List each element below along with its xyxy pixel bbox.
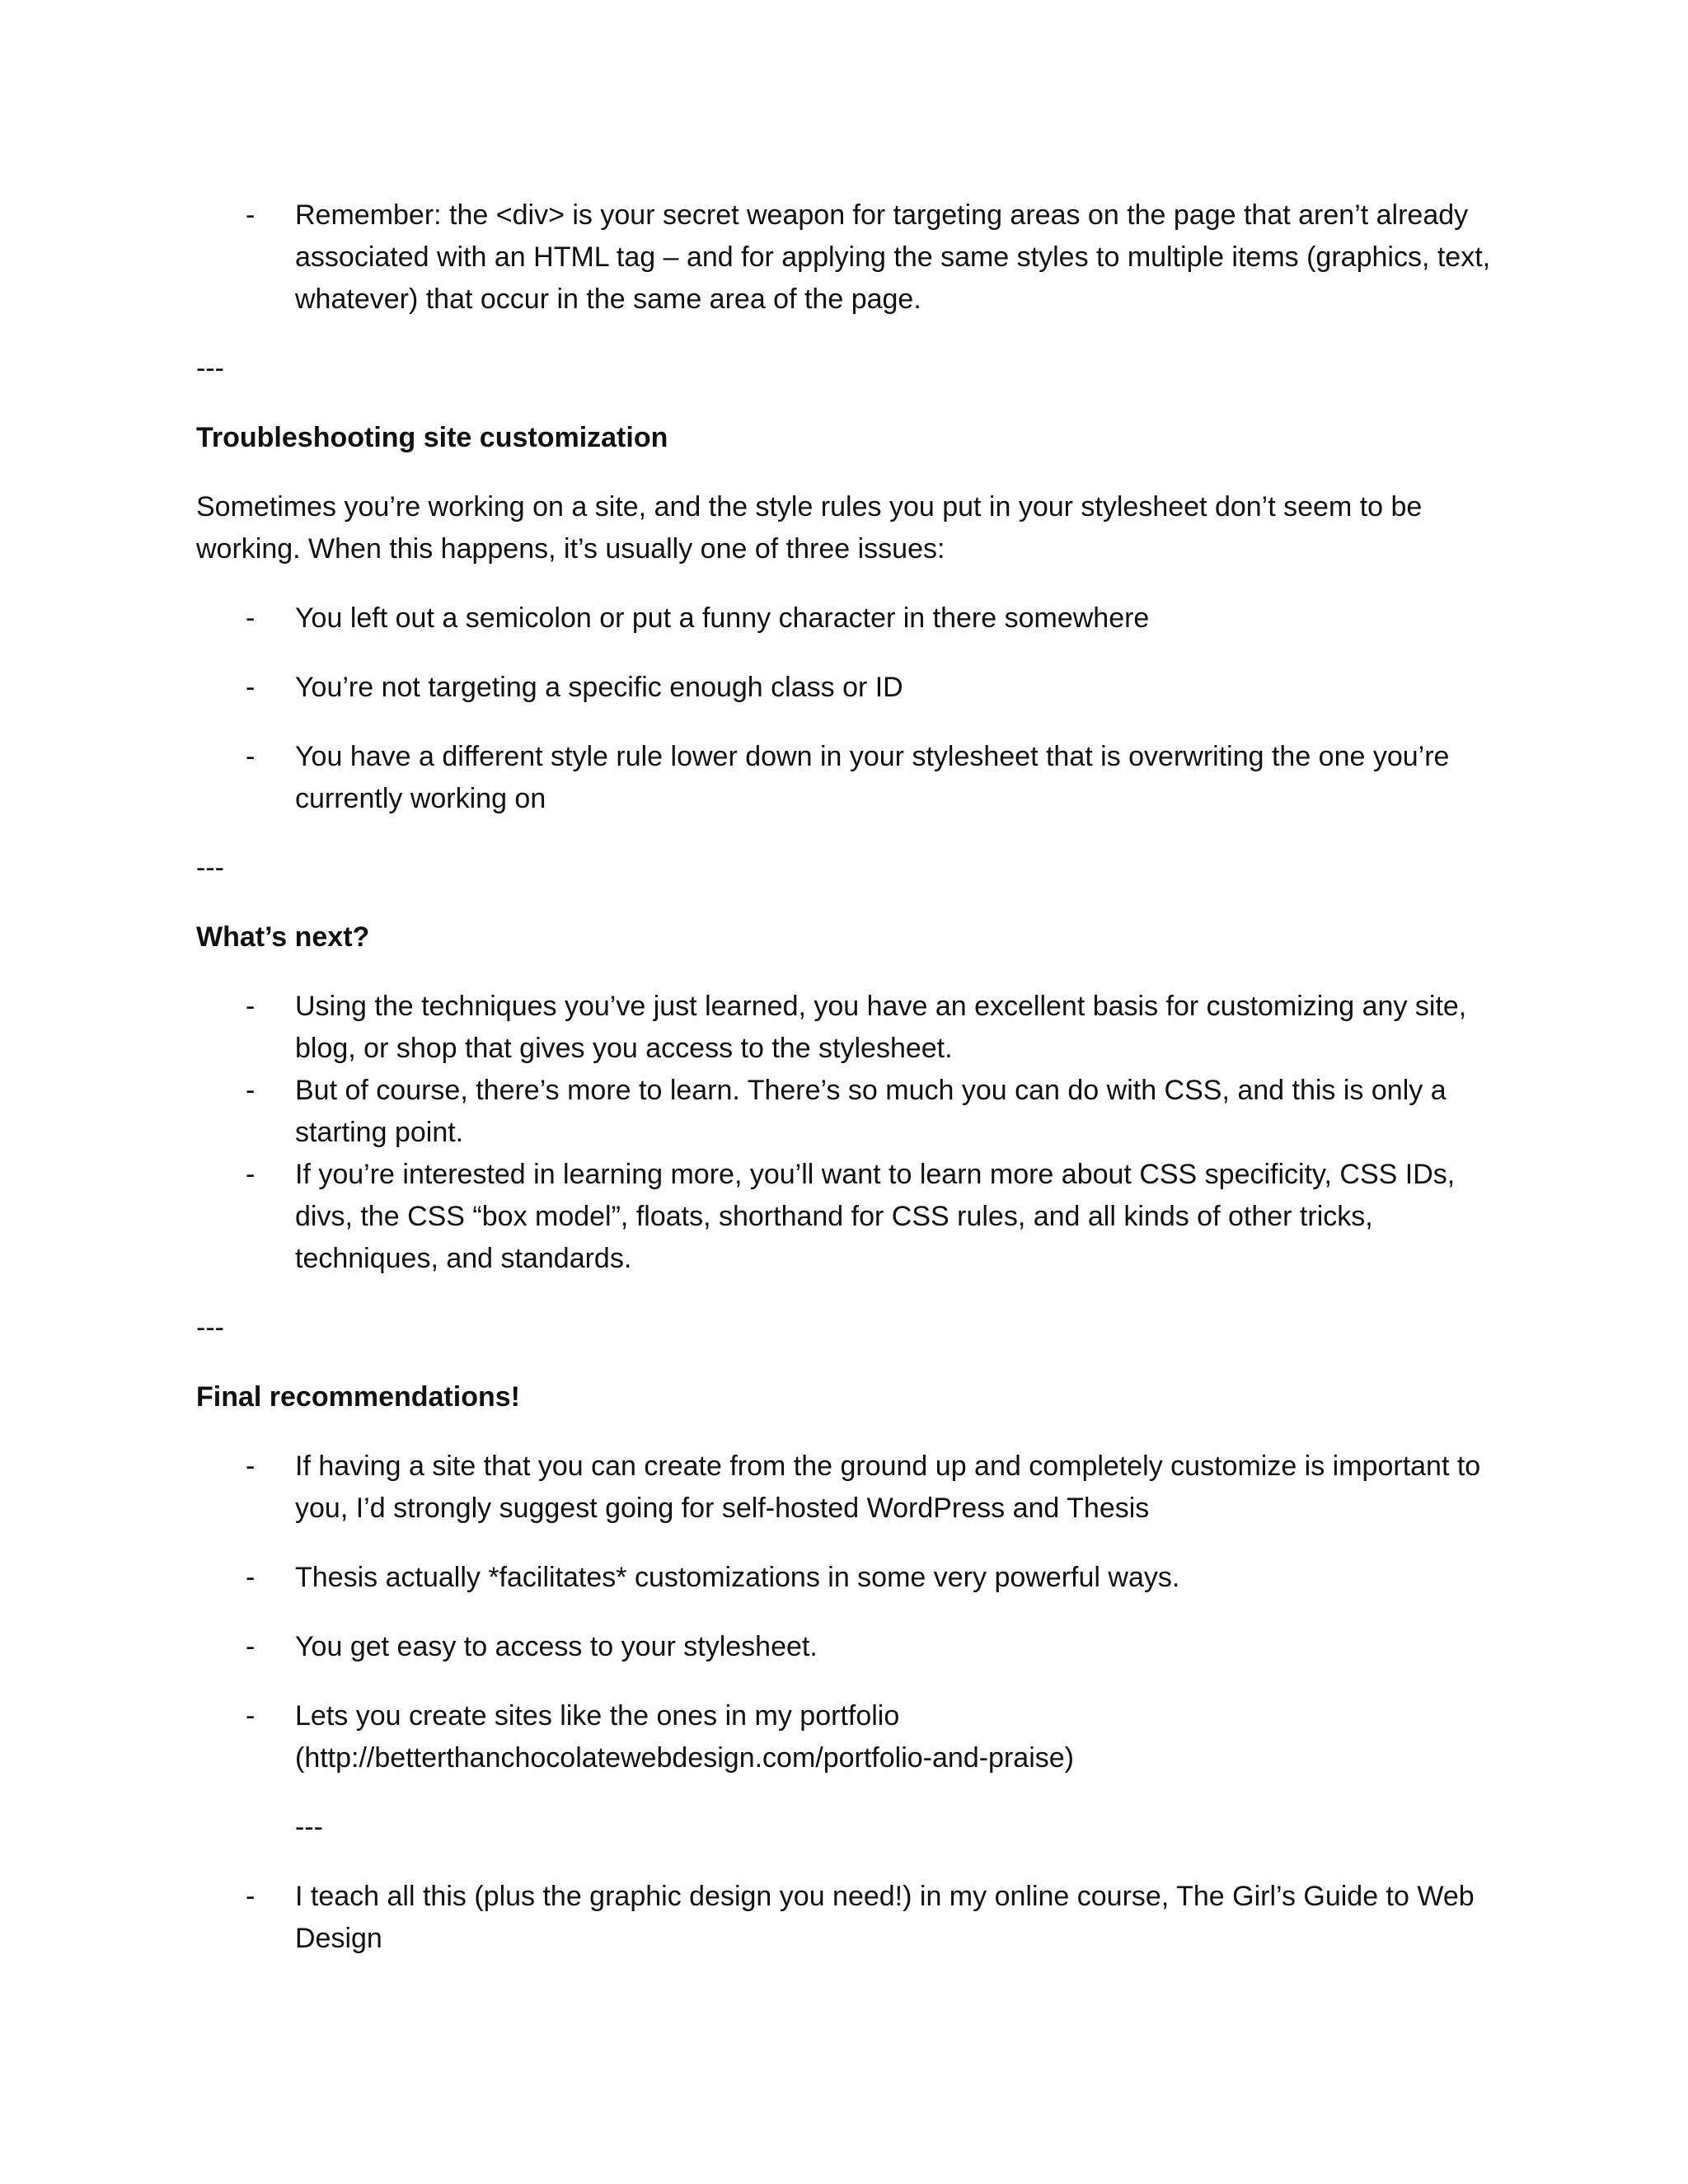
list-item bbox=[196, 667, 1515, 709]
bullet-dash: - bbox=[246, 1075, 256, 1106]
document-body bbox=[196, 194, 1515, 1960]
bullet-dash: - bbox=[246, 741, 256, 772]
bullet-dash: - bbox=[246, 199, 256, 231]
inner-separator: --- bbox=[295, 1811, 323, 1843]
bullet-dash: - bbox=[246, 1562, 256, 1593]
bullet-dash: - bbox=[246, 602, 256, 634]
list-item bbox=[196, 1070, 1515, 1154]
list-item bbox=[196, 736, 1515, 820]
bullet-dash: - bbox=[246, 1881, 256, 1912]
section-heading-whats-next: What’s next? bbox=[196, 921, 370, 953]
list-item-text: I teach all this (plus the graphic design you need!) in my online course, The Girl’s Guide to Web Design bbox=[295, 1881, 1475, 1954]
bullet-dash: - bbox=[246, 1451, 256, 1482]
list-item bbox=[196, 1695, 1515, 1779]
bullet-dash: - bbox=[246, 1700, 256, 1732]
section-separator: --- bbox=[196, 353, 224, 384]
list-item-text: Thesis actually *facilitates* customizations in some very powerful ways. bbox=[295, 1562, 1180, 1593]
portfolio-url-text: (http://betterthanchocolatewebdesign.com/portfolio-and-praise) bbox=[295, 1742, 1074, 1774]
list-item-text: Using the techniques you’ve just learned, you have an excellent basis for customizing any site, blog, or shop that gives you access to the stylesheet. bbox=[295, 991, 1467, 1064]
bullet-dash: - bbox=[246, 991, 256, 1022]
list-item-text: You’re not targeting a specific enough class or ID bbox=[295, 672, 903, 703]
list-item bbox=[196, 1154, 1515, 1280]
section-heading-troubleshooting: Troubleshooting site customization bbox=[196, 422, 668, 453]
list-item-text: You left out a semicolon or put a funny character in there somewhere bbox=[295, 602, 1150, 634]
troubleshooting-paragraph: Sometimes you’re working on a site, and the style rules you put in your stylesheet don’t seem to be working. When this happens, it’s usually one of three issues: bbox=[196, 491, 1423, 565]
list-item-text: You get easy to access to your stylesheet. bbox=[295, 1631, 818, 1662]
list-item-text: You have a different style rule lower down in your stylesheet that is overwriting the one you’re currently working on bbox=[295, 741, 1450, 814]
section-separator: --- bbox=[196, 852, 224, 883]
list-item bbox=[196, 598, 1515, 640]
bullet-dash: - bbox=[246, 1631, 256, 1662]
list-item bbox=[196, 1626, 1515, 1668]
list-item bbox=[196, 1876, 1515, 1960]
list-item-text: But of course, there’s more to learn. There’s so much you can do with CSS, and this is only a starting point. bbox=[295, 1075, 1447, 1148]
section-separator: --- bbox=[196, 1312, 224, 1343]
bullet-dash: - bbox=[246, 672, 256, 703]
section-heading-final-recommendations: Final recommendations! bbox=[196, 1381, 520, 1413]
list-item bbox=[196, 986, 1515, 1070]
list-item-text: If you’re interested in learning more, you’ll want to learn more about CSS specificity, CSS IDs, divs, the CSS “box model”, floats, shorthand for CSS rules, and all kinds of other tricks, techniques, and standards. bbox=[295, 1159, 1456, 1274]
list-item-text: Lets you create sites like the ones in my portfolio bbox=[295, 1700, 900, 1732]
list-item-text: If having a site that you can create from the ground up and completely customize is important to you, I’d strongly suggest going for self-hosted WordPress and Thesis bbox=[295, 1451, 1481, 1524]
list-item bbox=[196, 1557, 1515, 1599]
list-item bbox=[196, 194, 1515, 321]
list-item-text: Remember: the <div> is your secret weapon for targeting areas on the page that aren’t already associated with an HTML tag – and for applying the same styles to multiple items (graphics, text, whatever) that occur in the same area of the page. bbox=[295, 199, 1491, 315]
bullet-dash: - bbox=[246, 1159, 256, 1190]
list-item bbox=[196, 1446, 1515, 1530]
